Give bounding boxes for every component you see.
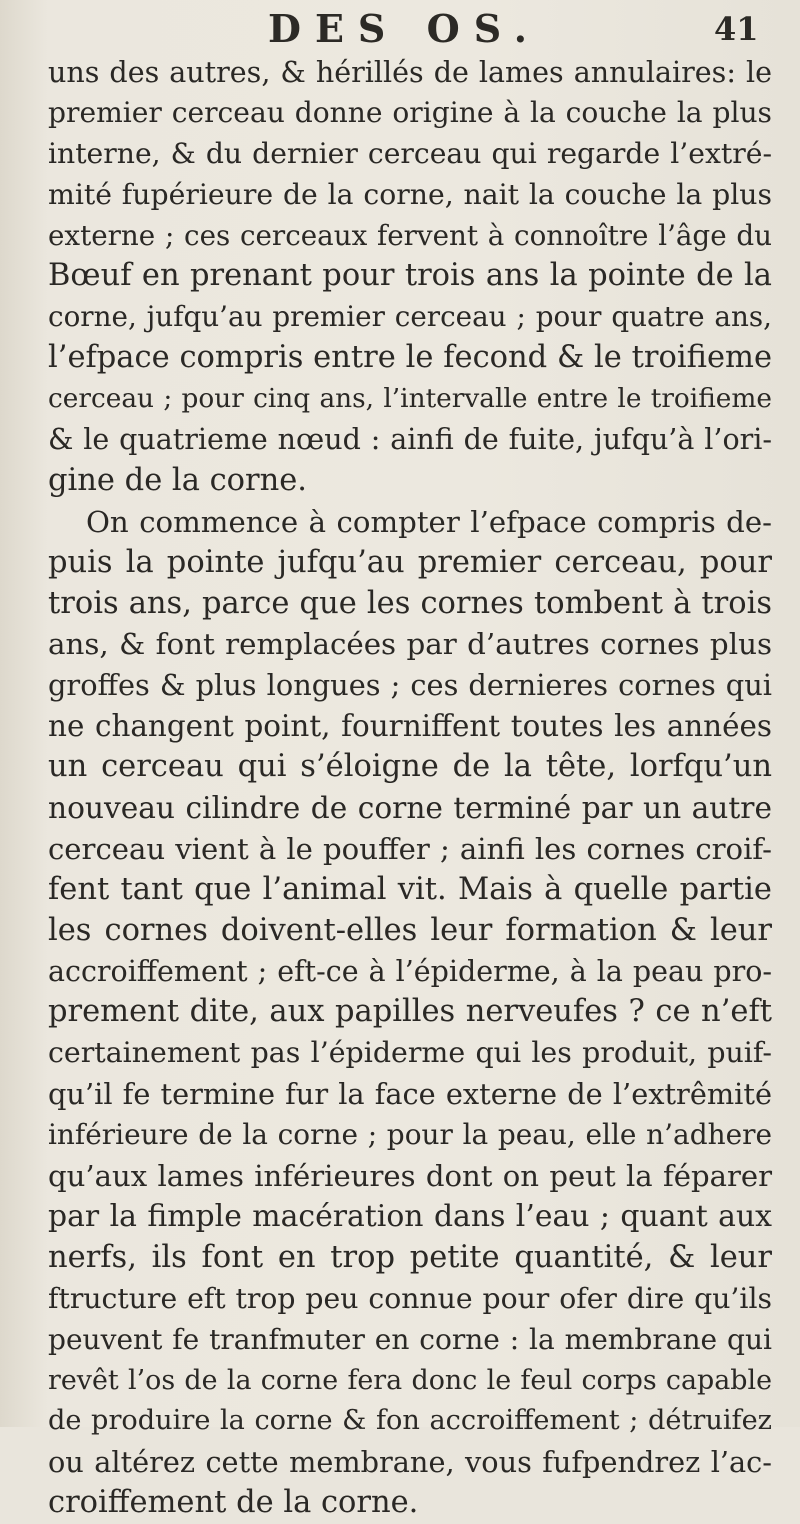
text-line: prement dite, aux papilles nerveufes ? ce n’eft <box>48 994 772 1030</box>
text-line: ftructure eft trop peu connue pour ofer dire qu’ils <box>48 1281 772 1315</box>
running-title: DES OS. <box>268 6 542 51</box>
text-line: ne changent point, fourniffent toutes les années <box>48 709 772 744</box>
text-line: cerceau ; pour cinq ans, l’intervalle entre le troifieme <box>48 384 772 415</box>
page-header <box>0 6 800 51</box>
text-line: puis la pointe jufqu’au premier cerceau, pour <box>48 544 772 580</box>
text-line: qu’il fe termine fur la face externe de l’extrêmité <box>48 1077 772 1112</box>
text-line: par la fimple macération dans l’eau ; quant aux <box>48 1198 772 1234</box>
text-line: un cerceau qui s’éloigne de la tête, lorfqu’un <box>48 749 772 785</box>
text-line: premier cerceau donne origine à la couche la plus <box>48 95 772 129</box>
text-line: fent tant que l’animal vit. Mais à quelle partie <box>48 871 772 907</box>
text-line: inférieure de la corne ; pour la peau, elle n’adhere <box>48 1118 772 1152</box>
text-line: cerceau vient à le pouffer ; ainfi les cornes croif- <box>48 831 772 866</box>
text-line: croiffement de la corne. <box>48 1485 419 1521</box>
text-line: interne, & du dernier cerceau qui regarde l’extré- <box>48 136 772 170</box>
text-line: de produire la corne & fon accroiffement ; détruifez <box>48 1405 772 1437</box>
text-line: Bœuf en prenant pour trois ans la pointe de la <box>48 258 772 294</box>
text-line: nerfs, ils font en trop petite quantité, & leur <box>48 1239 772 1275</box>
text-line: revêt l’os de la corne fera donc le feul corps capable <box>48 1364 772 1396</box>
text-line: ans, & font remplacées par d’autres cornes plus <box>48 627 772 662</box>
text-line: uns des autres, & hérillés de lames annulaires: le <box>48 55 772 89</box>
page-number: 41 <box>714 10 759 48</box>
text-line: peuvent fe tranfmuter en corne : la membrane qui <box>48 1322 772 1356</box>
text-line: trois ans, parce que les cornes tombent à trois <box>48 585 772 621</box>
text-line: mité fupérieure de la corne, nait la couche la plus <box>48 177 772 211</box>
text-line: nouveau cilindre de corne terminé par un autre <box>48 790 772 826</box>
text-line: ou altérez cette membrane, vous fufpendrez l’ac- <box>48 1445 772 1480</box>
text-line: externe ; ces cerceaux fervent à connoître l’âge du <box>48 218 772 252</box>
text-line: l’efpace compris entre le fecond & le troifieme <box>48 340 772 376</box>
text-line: les cornes doivent-elles leur formation & leur <box>48 912 772 948</box>
text-line: groffes & plus longues ; ces dernieres cornes qui <box>48 668 772 703</box>
text-line: gine de la corne. <box>48 462 307 498</box>
text-line: corne, jufqu’au premier cerceau ; pour quatre ans, <box>48 300 772 334</box>
text-line: qu’aux lames inférieures dont on peut la féparer <box>48 1159 772 1194</box>
paragraph-start-line: On commence à compter l’efpace compris de- <box>86 504 772 539</box>
text-line: & le quatrieme nœud : ainfi de fuite, jufqu’à l’ori- <box>48 423 772 457</box>
text-line: accroiffement ; eft-ce à l’épiderme, à la peau pro- <box>48 954 772 988</box>
text-line: certainement pas l’épiderme qui les produit, puif- <box>48 1036 772 1070</box>
body-text <box>48 52 772 1524</box>
